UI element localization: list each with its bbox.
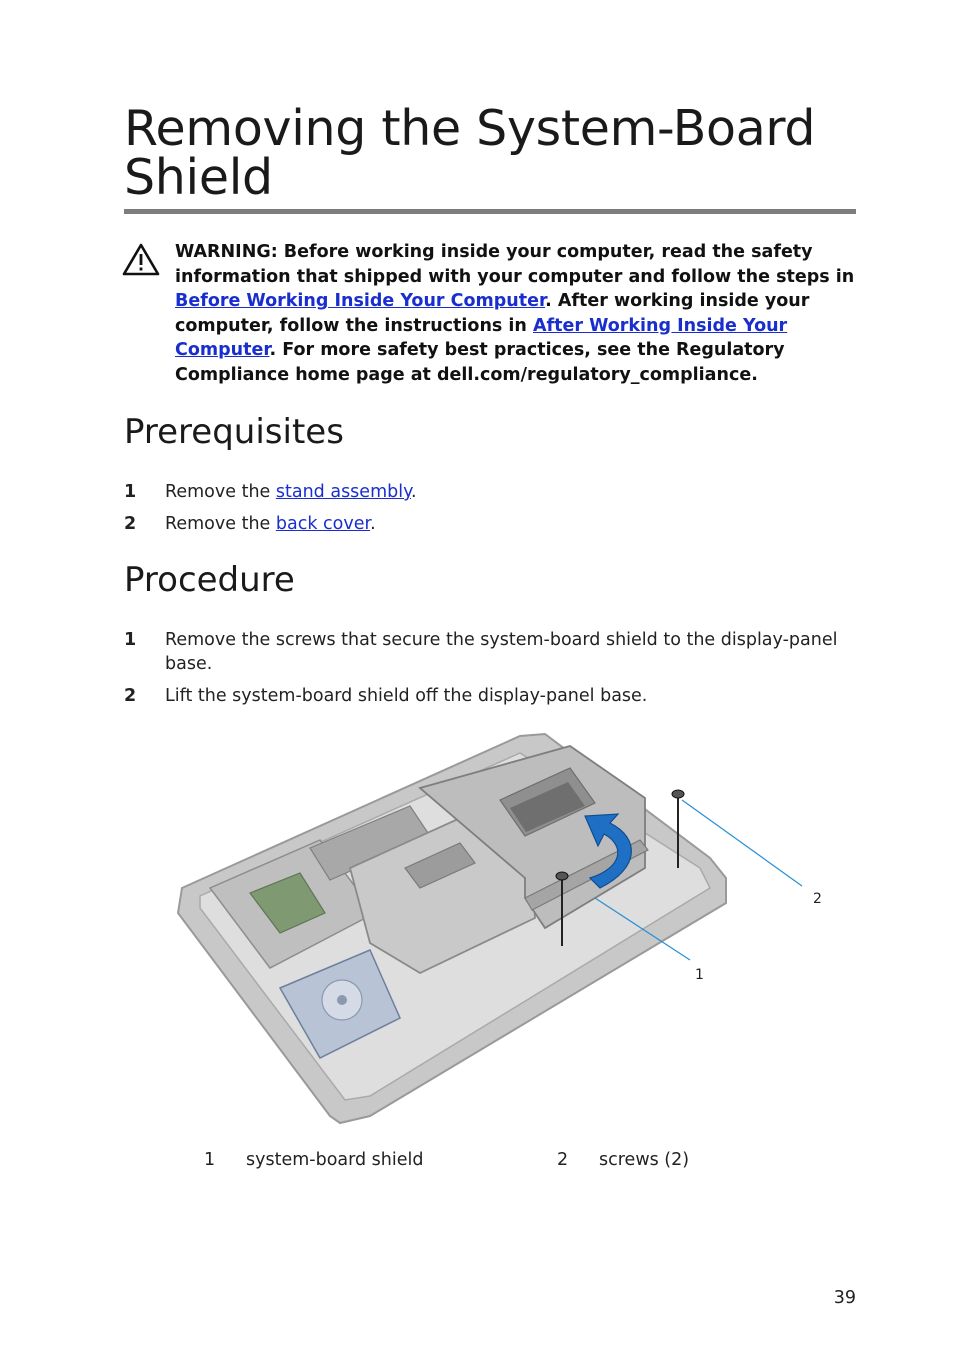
procedure-heading: Procedure <box>124 560 295 600</box>
step-number: 2 <box>124 686 137 706</box>
back-cover-link[interactable]: back cover <box>275 514 371 534</box>
prerequisite-step: 1 Remove the stand assembly. <box>124 482 417 502</box>
page-number: 39 <box>833 1288 856 1308</box>
prerequisite-step: 2 Remove the back cover. <box>124 514 376 534</box>
legend-label: screws (2) <box>599 1150 690 1170</box>
system-board-shield-illustration <box>170 728 830 1128</box>
callout-2: 2 <box>813 891 822 907</box>
before-working-link[interactable]: Before Working Inside Your Computer <box>175 291 546 312</box>
legend-label: system-board shield <box>246 1150 424 1170</box>
title-divider <box>124 209 856 214</box>
legend-number: 2 <box>557 1150 569 1170</box>
step-number: 1 <box>124 482 137 502</box>
procedure-step <box>124 684 844 708</box>
step-number: 1 <box>124 630 137 650</box>
after-working-link[interactable]: After Working Inside Your Computer <box>175 315 788 361</box>
step-number: 2 <box>124 514 137 534</box>
prerequisites-heading: Prerequisites <box>124 412 344 452</box>
warning-icon <box>122 243 160 277</box>
step-text: Lift the system-board shield off the display-panel base. <box>165 686 648 706</box>
page-title: Removing the System-Board Shield <box>124 100 816 206</box>
stand-assembly-link[interactable]: stand assembly <box>275 482 411 502</box>
step-text: Remove the screws that secure the system-board shield to the display-panel base. <box>165 630 838 674</box>
callout-1: 1 <box>695 967 704 983</box>
legend-number: 1 <box>204 1150 216 1170</box>
procedure-step <box>124 628 844 676</box>
warning-text: WARNING: Before working inside your computer, read the safety information that shipped with your computer and follow the steps in Before Working Inside Your Computer. After working inside your computer, follow the instructions in After Working Inside Your Computer. For more safety best practices, see the Regulatory Compliance home page at dell.com/regulatory_compliance. <box>175 242 855 385</box>
